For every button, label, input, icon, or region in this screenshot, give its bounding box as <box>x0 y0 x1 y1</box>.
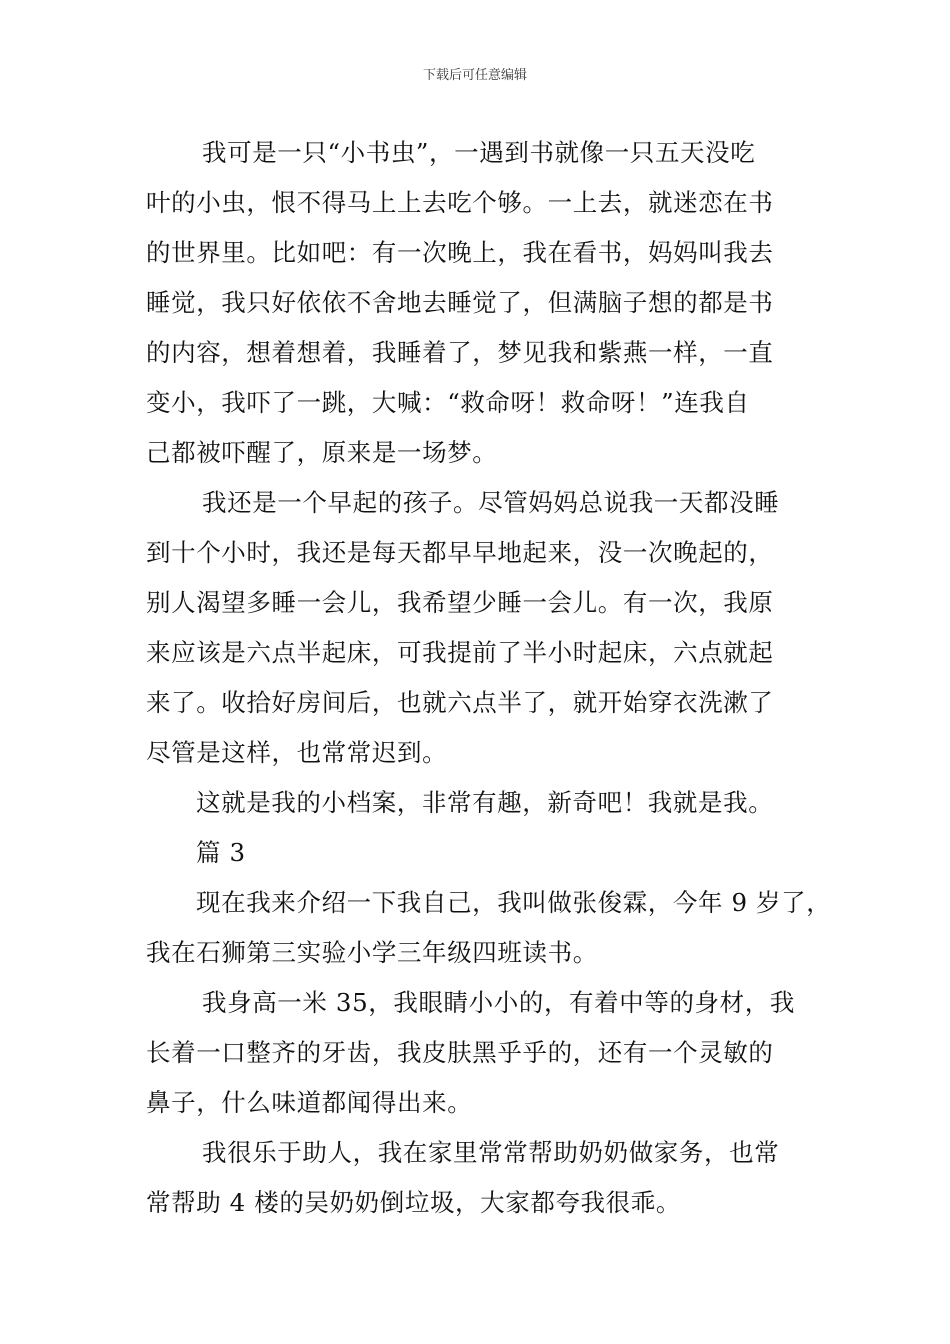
text-line: 鼻子，什么味道都闻得出来。 <box>146 1088 473 1117</box>
text-line: 这就是我的小档案，非常有趣，新奇吧！我就是我。 <box>196 788 774 817</box>
paragraph-bookworm <box>146 128 826 478</box>
text-line: 的世界里。比如吧：有一次晚上，我在看书，妈妈叫我去 <box>146 238 774 267</box>
section-heading <box>146 828 826 878</box>
text-line: 我很乐于助人，我在家里常常帮助奶奶做家务，也常 <box>202 1138 780 1167</box>
text-line: 长着一口整齐的牙齿，我皮肤黑乎乎的，还有一个灵敏的 <box>146 1038 774 1067</box>
paragraph-early-riser <box>146 478 826 778</box>
text-line: 我还是一个早起的孩子。尽管妈妈总说我一天都没睡 <box>202 488 780 517</box>
header-note: 下载后可任意编辑 <box>422 68 527 83</box>
text-line: 我在石狮第三实验小学三年级四班读书。 <box>146 938 598 967</box>
paragraph-introduction <box>146 878 832 978</box>
text-line: 的内容，想着想着，我睡着了，梦见我和紫燕一样，一直 <box>146 338 774 367</box>
text-line: 现在我来介绍一下我自己，我叫做张俊霖，今年 9 岁了， <box>196 888 832 917</box>
text-line: 变小，我吓了一跳，大喊：“救命呀！救命呀！”连我自 <box>146 388 750 417</box>
text-line: 叶的小虫，恨不得马上上去吃个够。一上去，就迷恋在书 <box>146 188 774 217</box>
text-line: 我可是一只“小书虫”，一遇到书就像一只五天没吃 <box>202 138 756 167</box>
text-line: 别人渴望多睡一会儿，我希望少睡一会儿。有一次，我原 <box>146 588 774 617</box>
text-line: 我身高一米 35，我眼睛小小的，有着中等的身材，我 <box>202 988 795 1017</box>
heading-text: 篇 3 <box>196 838 246 867</box>
paragraph-appearance <box>146 978 826 1128</box>
text-line: 到十个小时，我还是每天都早早地起来，没一次晚起的， <box>146 538 774 567</box>
document-body <box>146 128 832 1228</box>
paragraph-closing <box>146 778 826 828</box>
text-line: 睡觉，我只好依依不舍地去睡觉了，但满脑子想的都是书 <box>146 288 774 317</box>
text-line: 常帮助 4 楼的吴奶奶倒垃圾，大家都夸我很乖。 <box>146 1188 681 1217</box>
text-line: 来了。收拾好房间后，也就六点半了，就开始穿衣洗漱了 <box>146 688 774 717</box>
text-line: 己都被吓醒了，原来是一场梦。 <box>146 438 498 467</box>
text-line: 尽管是这样，也常常迟到。 <box>146 738 448 767</box>
paragraph-helpful <box>146 1128 826 1228</box>
text-line: 来应该是六点半起床，可我提前了半小时起床，六点就起 <box>146 638 774 667</box>
